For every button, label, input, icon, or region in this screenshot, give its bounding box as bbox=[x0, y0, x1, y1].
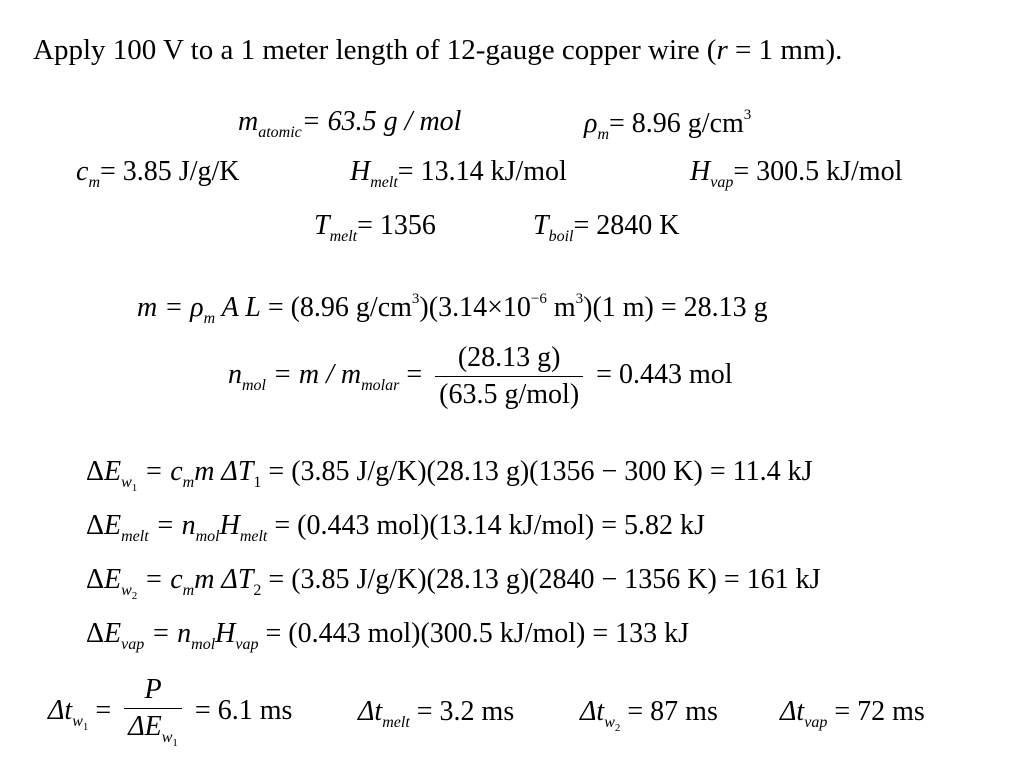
constant-t-boil: $T_{boil}= 2840$ K bbox=[533, 210, 680, 245]
constant-rho-m: $\rho_m= 8.96$ $g/cm^3$ bbox=[584, 107, 752, 143]
title-text-start: Apply 100 V to a 1 meter length of 12-gauge copper wire ( bbox=[33, 34, 717, 66]
time-w2: $\Delta t_{w_2} = 87$ ms bbox=[580, 696, 718, 734]
constant-m-atomic: $m_{atomic}= 63.5$ g / mol bbox=[238, 106, 462, 141]
constant-h-melt: $H_{melt}= 13.14$ kJ/mol bbox=[350, 156, 567, 191]
mole-equation: $n_{mol} = m / m_{molar}$ = $\frac{(28.13 g)}{\text{(63.5 g/mol)}}$ = 0.443 mol bbox=[228, 342, 733, 410]
energy-eq-vap: $\Delta E_{vap} = n_{mol}H_{vap} = (0.443$ mol)(300.5 kJ/mol) = 133 kJ bbox=[86, 618, 690, 653]
mole-fraction: $\frac{(28.13 g)}{\text{(63.5 g/mol)}}$ bbox=[435, 344, 583, 409]
energy-eq-melt: $\Delta E_{melt} = n_{mol}H_{melt} = (0.443$ mol)(13.14 kJ/mol) = 5.82 kJ bbox=[86, 510, 705, 545]
time-vap: $\Delta t_{vap} = 72$ ms bbox=[780, 696, 925, 731]
constant-t-melt: $T_{melt}= 1356$ bbox=[314, 210, 436, 245]
time-fraction: $\frac{P}{\Delta E_{w_1}}$ bbox=[124, 676, 182, 749]
time-melt: $\Delta t_{melt} = 3.2$ ms bbox=[358, 696, 515, 731]
time-w1: $\Delta t_{w_1}$ = $\frac{P}{\Delta E_{w_1}}$ = 6.1 ms bbox=[48, 674, 293, 749]
energy-eq-w1: $\Delta E_{w_1} = c_mm$ $\Delta T_1 = (3.85$ J/g/K)(28.13 g)(1356 − 300 K) = 11.4 kJ bbox=[86, 456, 813, 494]
energy-eq-w2: $\Delta E_{w_2} = c_mm$ $\Delta T_2 = (3.85$ J/g/K)(28.13 g)(2840 − 1356 K) = 161 kJ bbox=[86, 564, 821, 602]
constant-h-vap: $H_{vap}= 300.5$ kJ/mol bbox=[690, 156, 903, 191]
constant-c-m: $c_m= 3.85$ J/g/K bbox=[76, 156, 240, 191]
title-radius-var: r bbox=[716, 34, 728, 66]
slide-title bbox=[33, 36, 842, 65]
mass-equation: $m = \rho_m$ A L = (8.96 $g/cm^3)(3.14\times 10^{-6}$ $m^3)(1$ m) = 28.13 g bbox=[137, 291, 768, 327]
title-text-end: = 1 mm). bbox=[727, 34, 843, 66]
